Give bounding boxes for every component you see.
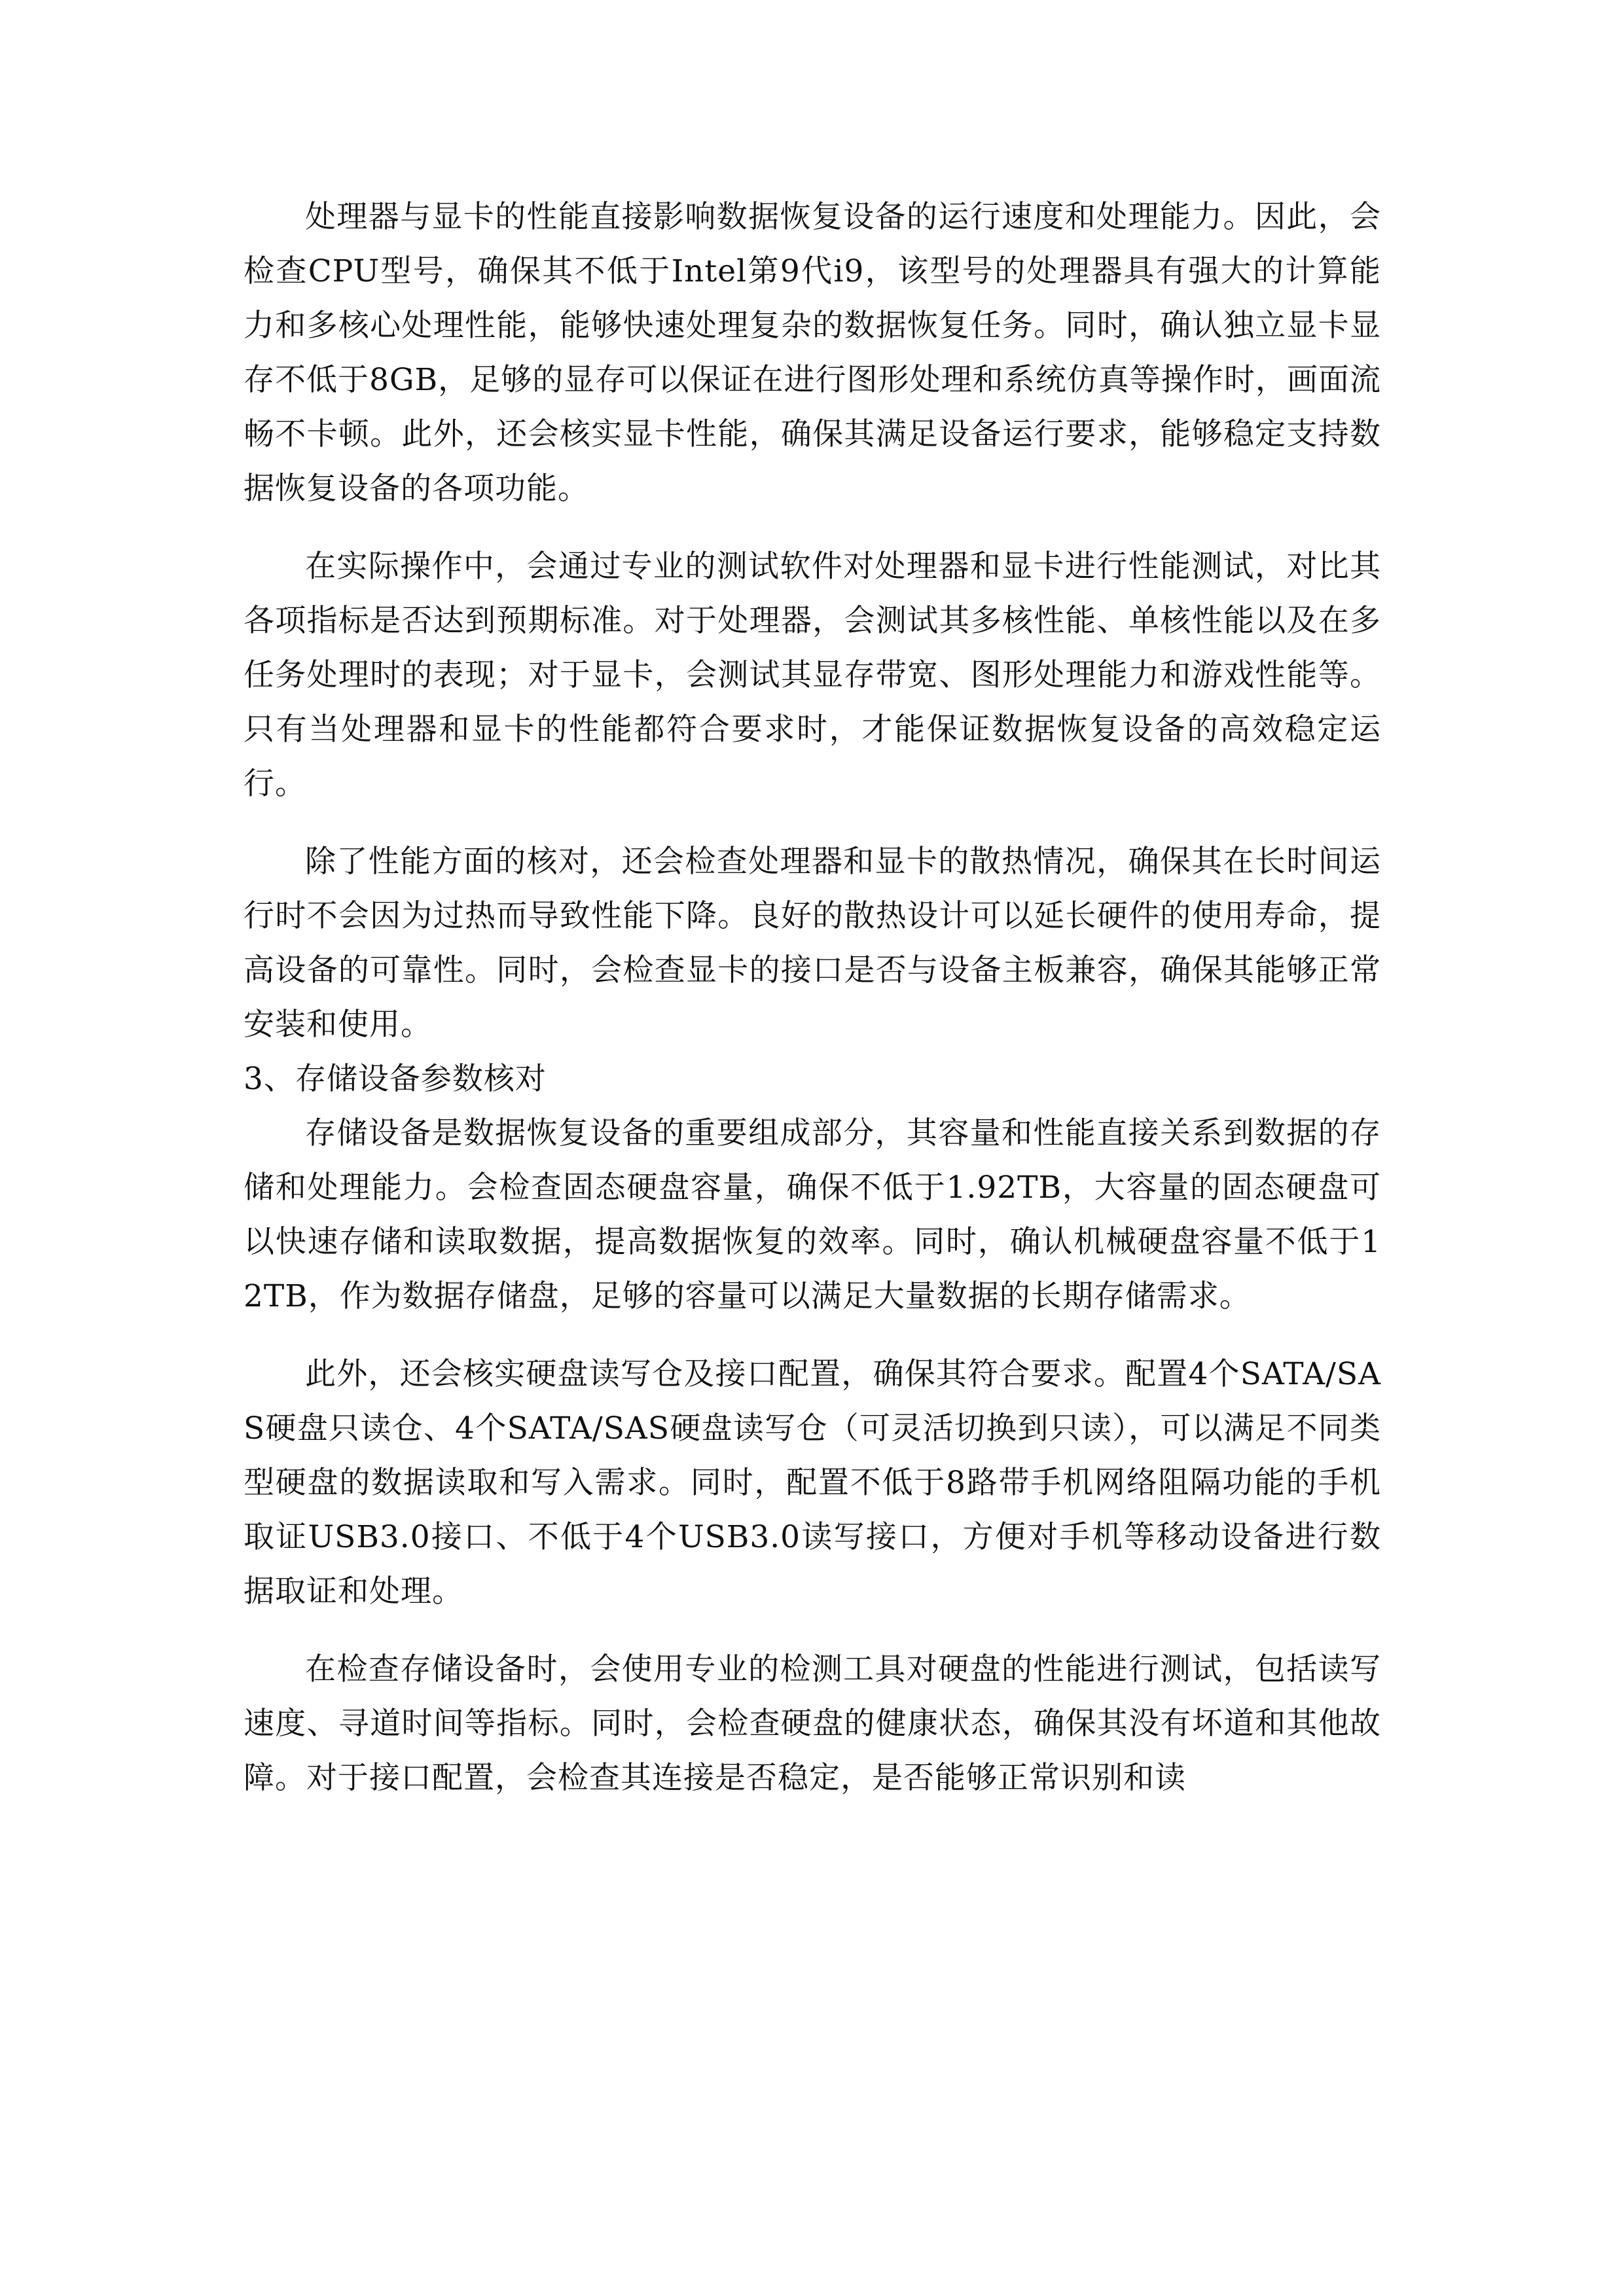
paragraph-storage-testing: 在检查存储设备时，会使用专业的检测工具对硬盘的性能进行测试，包括读写速度、寻道时间等指标。同时，会检查硬盘的健康状态，确保其没有坏道和其他故障。对于接口配置，会检查其连接是否稳定，是否能够正常识别和读	[244, 1651, 1381, 1796]
section-heading-storage: 3、存储设备参数核对	[244, 1061, 547, 1097]
paragraph-storage-interfaces: 此外，还会核实硬盘读写仓及接口配置，确保其符合要求。配置4个SATA/SAS硬盘只读仓、4个SATA/SAS硬盘读写仓（可灵活切换到只读），可以满足不同类型硬盘的数据读取和写入需求。同时，配置不低于8路带手机网络阻隔功能的手机取证USB3.0接口、不低于4个USB3.0读写接口，方便对手机等移动设备进行数据取证和处理。	[244, 1356, 1381, 1609]
paragraph-processor-gpu-performance: 处理器与显卡的性能直接影响数据恢复设备的运行速度和处理能力。因此，会检查CPU型号，确保其不低于Intel第9代i9，该型号的处理器具有强大的计算能力和多核心处理性能，能够快速处理复杂的数据恢复任务。同时，确认独立显卡显存不低于8GB，足够的显存可以保证在进行图形处理和系统仿真等操作时，画面流畅不卡顿。此外，还会核实显卡性能，确保其满足设备运行要求，能够稳定支持数据恢复设备的各项功能。	[244, 199, 1381, 507]
paragraph-cooling-compatibility: 除了性能方面的核对，还会检查处理器和显卡的散热情况，确保其在长时间运行时不会因为过热而导致性能下降。良好的散热设计可以延长硬件的使用寿命，提高设备的可靠性。同时，会检查显卡的接口是否与设备主板兼容，确保其能够正常安装和使用。	[244, 844, 1381, 1043]
paragraph-performance-testing: 在实际操作中，会通过专业的测试软件对处理器和显卡进行性能测试，对比其各项指标是否达到预期标准。对于处理器，会测试其多核性能、单核性能以及在多任务处理时的表现；对于显卡，会测试其显存带宽、图形处理能力和游戏性能等。只有当处理器和显卡的性能都符合要求时，才能保证数据恢复设备的高效稳定运行。	[244, 548, 1381, 802]
paragraph-storage-capacity: 存储设备是数据恢复设备的重要组成部分，其容量和性能直接关系到数据的存储和处理能力。会检查固态硬盘容量，确保不低于1.92TB，大容量的固态硬盘可以快速存储和读取数据，提高数据恢复的效率。同时，确认机械硬盘容量不低于12TB，作为数据存储盘，足够的容量可以满足大量数据的长期存储需求。	[244, 1115, 1381, 1314]
document-body	[244, 190, 1381, 1829]
